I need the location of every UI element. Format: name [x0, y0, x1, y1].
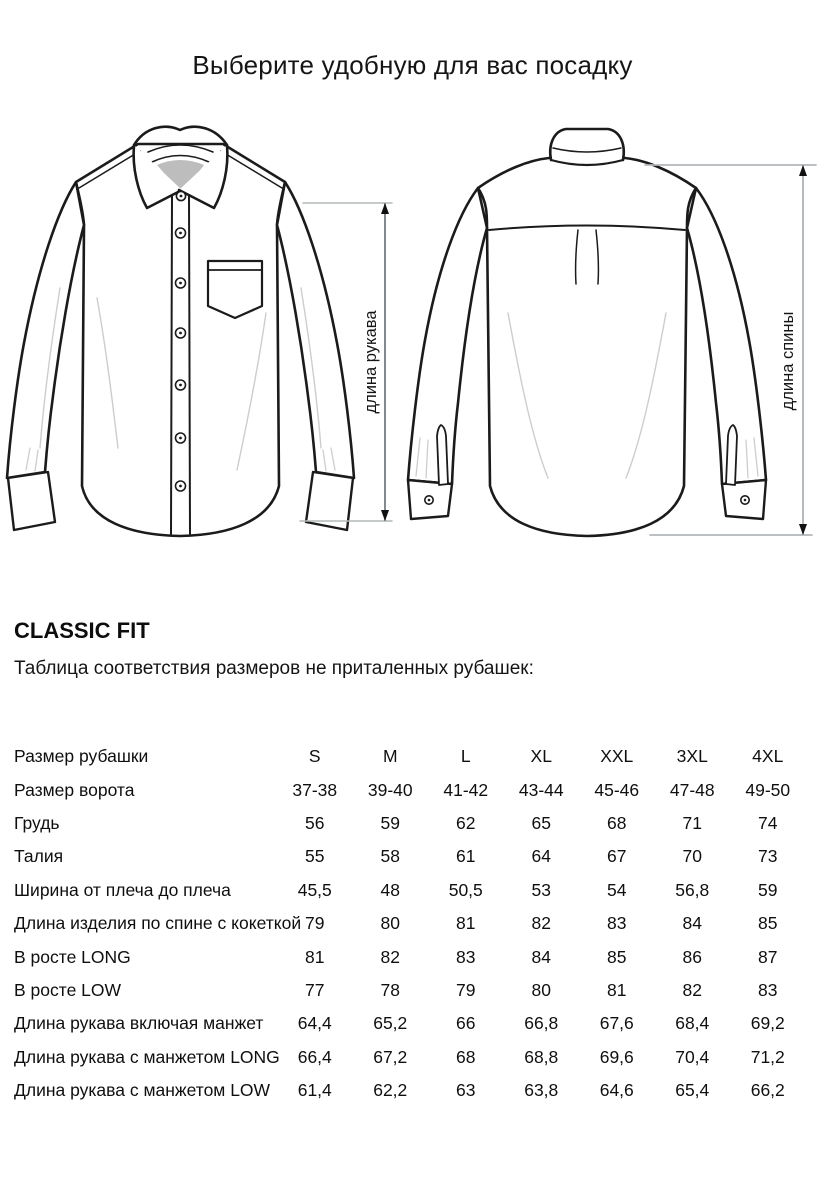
- size-header-cell: XL: [530, 746, 552, 767]
- value-cell: 67: [607, 846, 627, 867]
- row-label: Длина рукава с манжетом LOW: [14, 1080, 271, 1101]
- value-cell: 70,4: [675, 1046, 710, 1067]
- row-label: Талия: [14, 846, 64, 867]
- fit-subtitle: Таблица соответствия размеров не приталенных рубашек:: [14, 658, 534, 679]
- table-row: [0, 974, 825, 1007]
- value-cell: 70: [682, 846, 702, 867]
- value-cell: 55: [305, 846, 325, 867]
- value-cell: 66,4: [297, 1046, 332, 1067]
- value-cell: 67,2: [373, 1046, 408, 1067]
- value-cell: 62: [456, 812, 476, 833]
- value-cell: 58: [380, 846, 400, 867]
- value-cell: 73: [758, 846, 778, 867]
- value-cell: 80: [380, 913, 400, 934]
- value-cell: 82: [380, 946, 400, 967]
- value-cell: 80: [531, 979, 551, 1000]
- table-row: [0, 907, 825, 940]
- row-label: В росте LOW: [14, 979, 122, 1000]
- size-header-cell: XXL: [600, 746, 634, 767]
- value-cell: 85: [607, 946, 627, 967]
- value-cell: 67,6: [599, 1013, 634, 1034]
- table-header-row: [0, 740, 825, 773]
- value-cell: 53: [531, 879, 551, 900]
- value-cell: 64: [531, 846, 551, 867]
- row-label: Размер ворота: [14, 779, 135, 800]
- value-cell: 59: [758, 879, 778, 900]
- fit-heading: CLASSIC FIT: [14, 618, 150, 643]
- shirt-diagram: [0, 118, 825, 596]
- value-cell: 79: [305, 913, 325, 934]
- value-cell: 68,8: [524, 1046, 559, 1067]
- value-cell: 81: [607, 979, 627, 1000]
- value-cell: 63,8: [524, 1080, 559, 1101]
- value-cell: 39-40: [367, 779, 413, 800]
- row-label: Грудь: [14, 812, 60, 833]
- value-cell: 79: [456, 979, 476, 1000]
- row-label: Длина рукава включая манжет: [14, 1013, 264, 1034]
- table-row: [0, 940, 825, 973]
- value-cell: 81: [456, 913, 476, 934]
- table-row: [0, 1007, 825, 1040]
- table-row: [0, 807, 825, 840]
- shirt-front-drawing: [7, 127, 354, 536]
- arrow-down-icon: [381, 510, 389, 521]
- value-cell: 65,4: [675, 1080, 710, 1101]
- value-cell: 68: [456, 1046, 476, 1067]
- size-header-cell: 4XL: [752, 746, 784, 767]
- row-label: Размер рубашки: [14, 746, 149, 767]
- value-cell: 83: [456, 946, 476, 967]
- value-cell: 66,2: [750, 1080, 785, 1101]
- value-cell: 48: [380, 879, 400, 900]
- value-cell: 86: [682, 946, 702, 967]
- value-cell: 64,6: [599, 1080, 634, 1101]
- value-cell: 87: [758, 946, 778, 967]
- value-cell: 61: [456, 846, 476, 867]
- value-cell: 37-38: [292, 779, 338, 800]
- value-cell: 43-44: [518, 779, 564, 800]
- value-cell: 65: [531, 812, 551, 833]
- row-label: Длина изделия по спине с кокеткой: [14, 913, 302, 934]
- value-cell: 81: [305, 946, 325, 967]
- row-label: В росте LONG: [14, 946, 131, 967]
- size-header-cell: 3XL: [676, 746, 708, 767]
- value-cell: 83: [607, 913, 627, 934]
- value-cell: 64,4: [297, 1013, 332, 1034]
- value-cell: 62,2: [373, 1080, 408, 1101]
- value-cell: 77: [305, 979, 325, 1000]
- value-cell: 59: [380, 812, 400, 833]
- value-cell: 84: [682, 913, 702, 934]
- value-cell: 56: [305, 812, 325, 833]
- size-table: [0, 740, 825, 1107]
- sleeve-length-label: длина рукава: [362, 310, 380, 414]
- value-cell: 78: [380, 979, 400, 1000]
- value-cell: 65,2: [373, 1013, 408, 1034]
- shirt-back-drawing: [408, 129, 766, 536]
- value-cell: 82: [531, 913, 551, 934]
- table-row: [0, 874, 825, 907]
- value-cell: 54: [607, 879, 627, 900]
- value-cell: 66,8: [524, 1013, 559, 1034]
- value-cell: 63: [456, 1080, 476, 1101]
- value-cell: 74: [758, 812, 778, 833]
- value-cell: 45-46: [594, 779, 640, 800]
- size-header-cell: L: [460, 746, 471, 767]
- value-cell: 84: [531, 946, 551, 967]
- value-cell: 61,4: [297, 1080, 332, 1101]
- row-label: Длина рукава с манжетом LONG: [14, 1046, 280, 1067]
- value-cell: 68: [607, 812, 627, 833]
- value-cell: 49-50: [745, 779, 791, 800]
- table-row: [0, 773, 825, 806]
- page-title: Выберите удобную для вас посадку: [192, 50, 633, 80]
- value-cell: 45,5: [297, 879, 332, 900]
- size-header-cell: M: [382, 746, 398, 767]
- value-cell: 41-42: [443, 779, 489, 800]
- value-cell: 71: [682, 812, 702, 833]
- value-cell: 83: [758, 979, 778, 1000]
- table-row: [0, 840, 825, 873]
- value-cell: 71,2: [750, 1046, 785, 1067]
- value-cell: 82: [682, 979, 702, 1000]
- value-cell: 68,4: [675, 1013, 710, 1034]
- arrow-up-icon: [799, 165, 807, 176]
- table-row: [0, 1041, 825, 1074]
- size-header-cell: S: [308, 746, 321, 767]
- row-label: Ширина от плеча до плеча: [14, 879, 231, 900]
- value-cell: 47-48: [669, 779, 715, 800]
- value-cell: 66: [456, 1013, 476, 1034]
- arrow-down-icon: [799, 524, 807, 535]
- value-cell: 56,8: [675, 879, 710, 900]
- value-cell: 69,2: [750, 1013, 785, 1034]
- back-length-label: длина спины: [779, 311, 797, 411]
- arrow-up-icon: [381, 203, 389, 214]
- value-cell: 50,5: [448, 879, 483, 900]
- value-cell: 69,6: [599, 1046, 634, 1067]
- table-row: [0, 1074, 825, 1107]
- value-cell: 85: [758, 913, 778, 934]
